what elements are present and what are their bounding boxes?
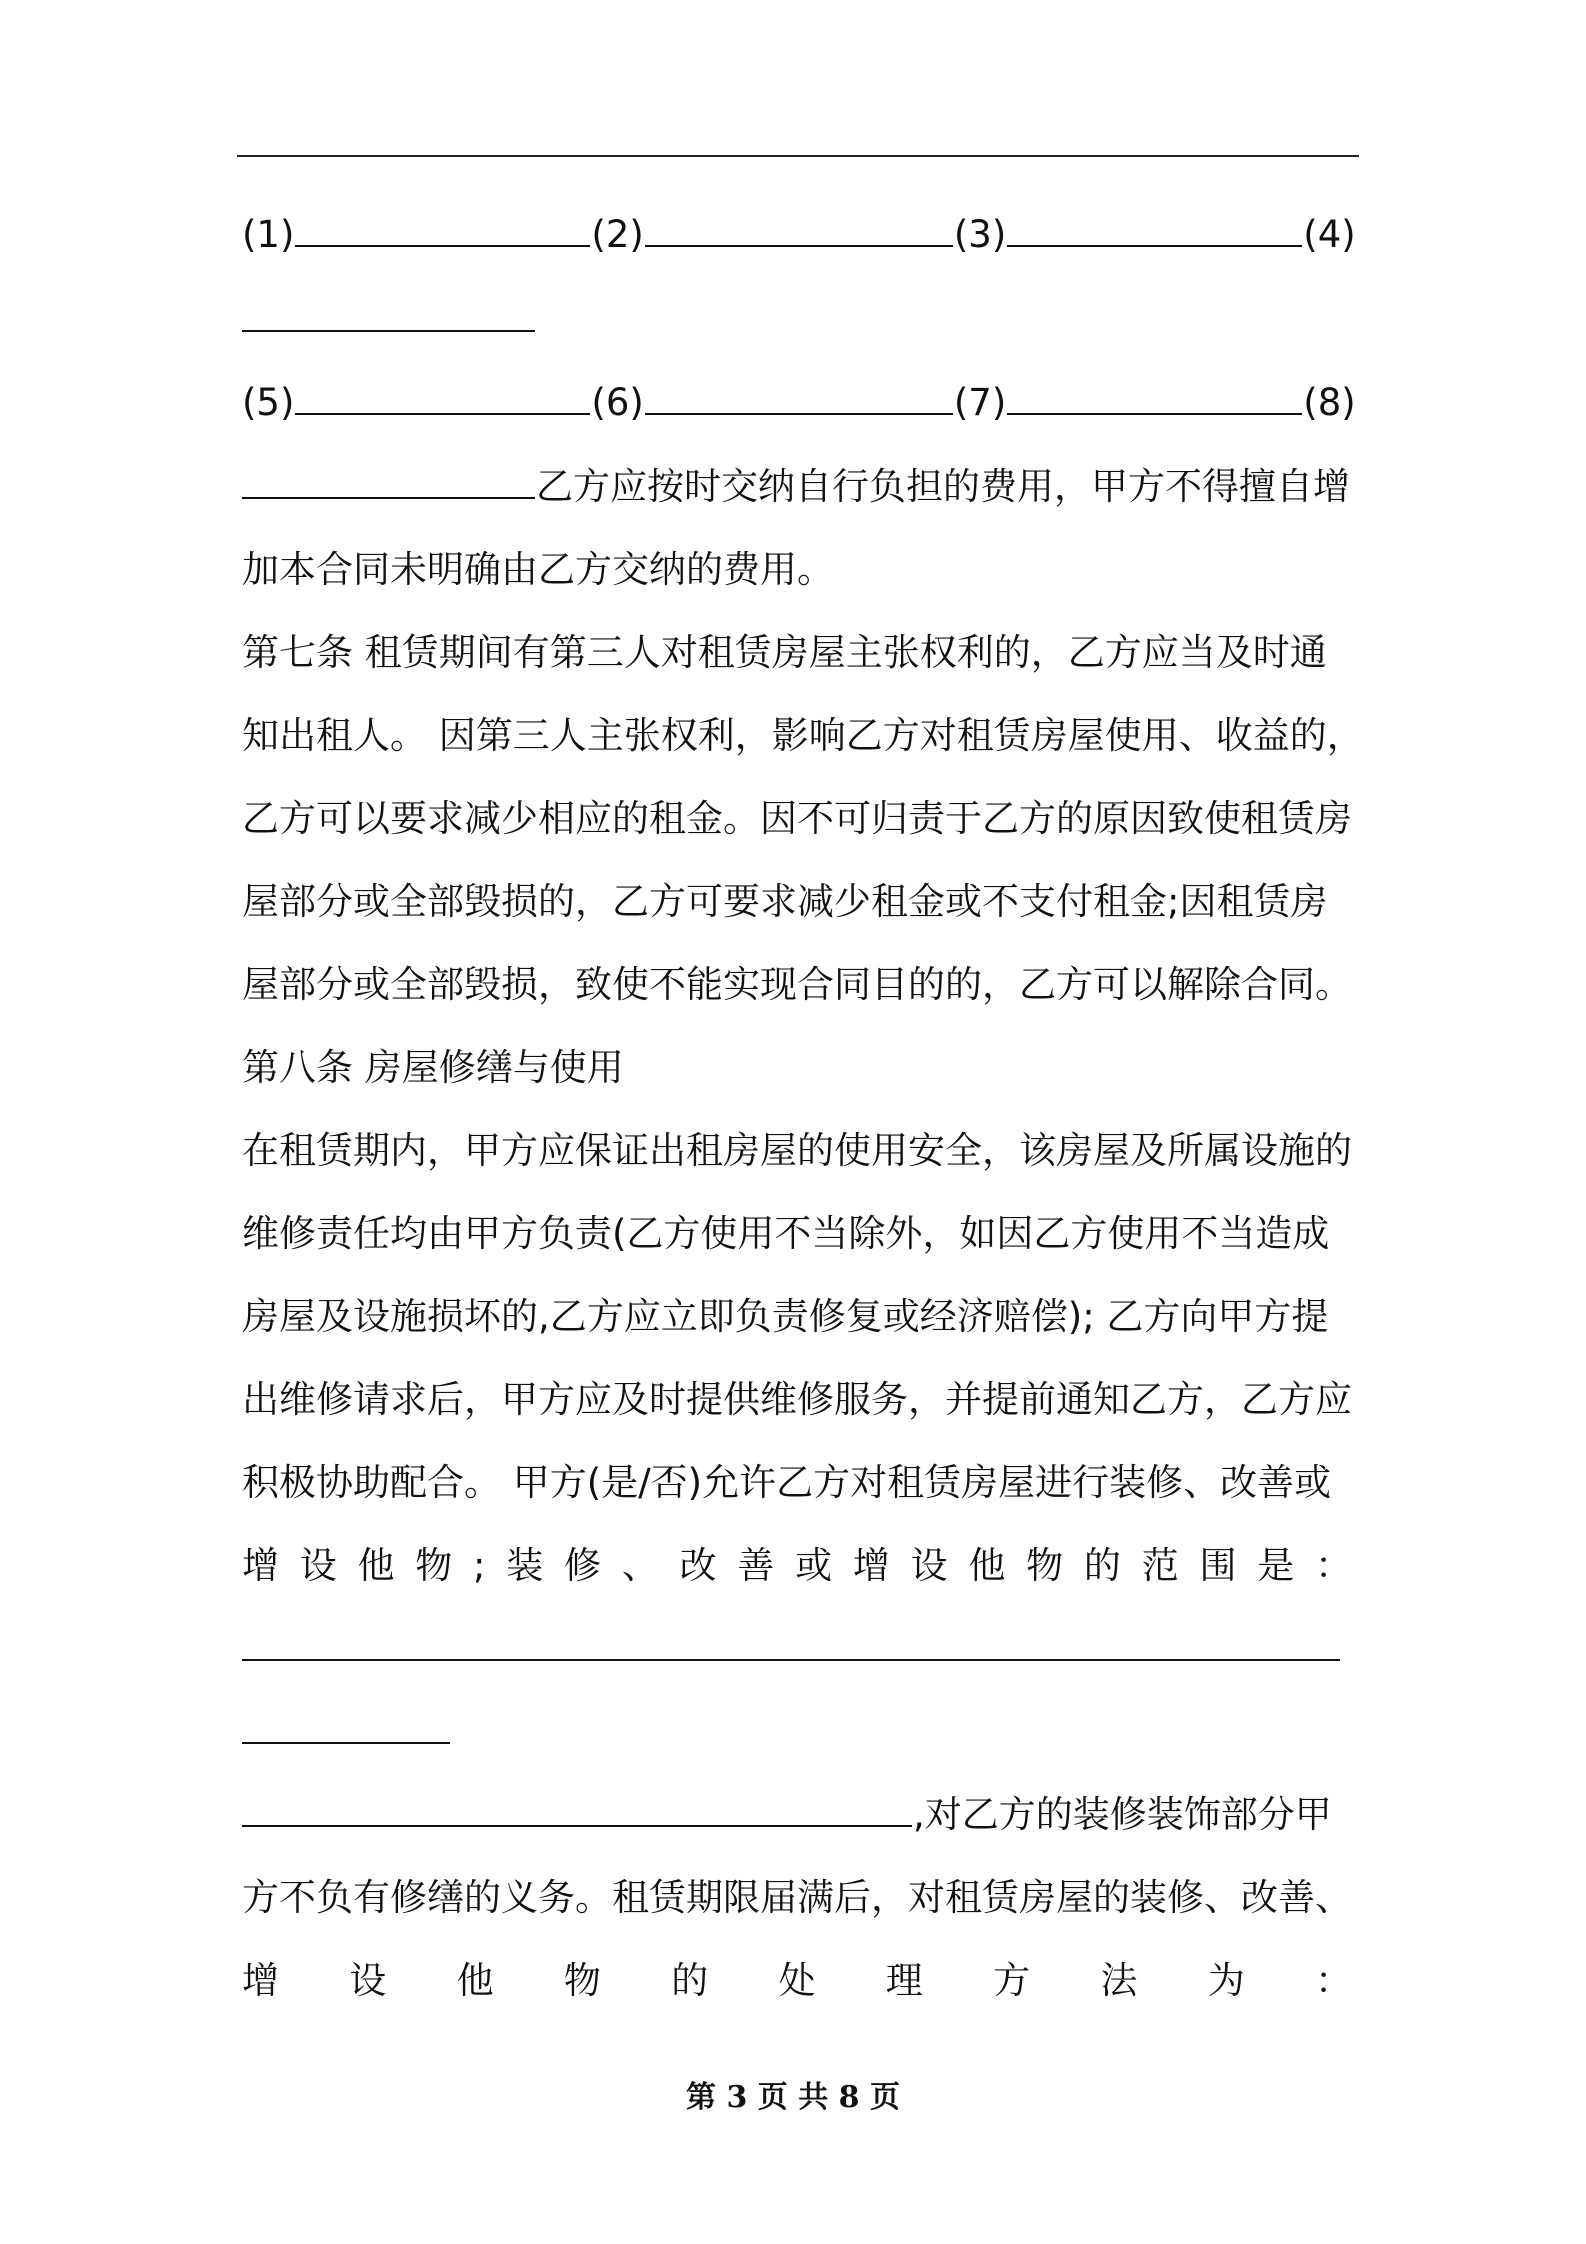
- blank-label-2: (2): [591, 213, 644, 256]
- scope-line: 增设他物;装修、改善或增设他物的范围是：: [242, 1544, 1352, 1587]
- blank-label-5: (5): [242, 381, 295, 424]
- blank-field-scope-1[interactable]: [242, 1629, 1340, 1661]
- article7-line-2: 知出租人。 因第三人主张权利，影响乙方对租赁房屋使用、收益的，: [242, 714, 1364, 757]
- blank-field-8[interactable]: [242, 467, 535, 499]
- article7-line-1: 第七条 租赁期间有第三人对租赁房屋主张权利的，乙方应当及时通: [242, 631, 1327, 674]
- long-blank-row-2: [242, 1707, 451, 1757]
- blank-field-7[interactable]: [1007, 383, 1302, 415]
- blank-field-5[interactable]: [295, 383, 590, 415]
- tenant-fees-line-2: 加本合同未明确由乙方交纳的费用。: [242, 548, 834, 591]
- handling-line: 增设他物的处理方法为：: [242, 1959, 1352, 2002]
- blank-label-6: (6): [591, 381, 644, 424]
- blank-label-4: (4): [1303, 213, 1356, 256]
- blank-field-scope-2[interactable]: [242, 1712, 450, 1744]
- blank-field-scope-3[interactable]: [242, 1795, 912, 1827]
- blank-label-8: (8): [1303, 381, 1356, 424]
- article8-line-4: 出维修请求后，甲方应及时提供维修服务，并提前通知乙方，乙方应: [242, 1378, 1352, 1421]
- article8-line-2: 维修责任均由甲方负责(乙方使用不当除外，如因乙方使用不当造成: [242, 1212, 1330, 1255]
- blank-field-1[interactable]: [295, 215, 590, 247]
- blank-field-4[interactable]: [242, 300, 535, 332]
- blanks-row-1: [242, 210, 1356, 260]
- decoration-text: ,对乙方的装修装饰部分甲: [913, 1793, 1332, 1836]
- article7-line-3: 乙方可以要求减少相应的租金。因不可归责于乙方的原因致使租赁房: [242, 797, 1352, 840]
- tenant-fees-line-1: [242, 462, 1350, 512]
- article8-line-5: 积极协助配合。 甲方(是/否)允许乙方对租赁房屋进行装修、改善或: [242, 1461, 1332, 1504]
- blank-field-6[interactable]: [645, 383, 953, 415]
- blank-label-3: (3): [953, 213, 1007, 256]
- blank-label-7: (7): [953, 381, 1007, 424]
- article8-title: 第八条 房屋修缮与使用: [242, 1046, 624, 1089]
- no-repair-line: 方不负有修缮的义务。租赁期限届满后，对租赁房屋的装修、改善、: [242, 1876, 1352, 1919]
- blanks-row-2: [242, 378, 1356, 428]
- article8-line-1: 在租赁期内，甲方应保证出租房屋的使用安全，该房屋及所属设施的: [242, 1129, 1352, 1172]
- header-rule: [237, 155, 1359, 157]
- blank-field-2[interactable]: [645, 215, 953, 247]
- blank-field-3[interactable]: [1007, 215, 1302, 247]
- blank-label-1: (1): [242, 213, 295, 256]
- article7-line-5: 屋部分或全部毁损，致使不能实现合同目的的，乙方可以解除合同。: [242, 963, 1352, 1006]
- long-blank-row-1: [242, 1624, 1341, 1674]
- tenant-fees-text-1: 乙方应按时交纳自行负担的费用，甲方不得擅自增: [536, 465, 1350, 508]
- blank-row-continuation-1: [242, 295, 536, 345]
- article7-line-4: 屋部分或全部毁损的，乙方可要求减少租金或不支付租金;因租赁房: [242, 880, 1328, 923]
- article8-line-3: 房屋及设施损坏的,乙方应立即负责修复或经济赔偿); 乙方向甲方提: [242, 1295, 1329, 1338]
- page-number: 第 3 页 共 8 页: [686, 2080, 900, 2115]
- decoration-line: [242, 1790, 1332, 1840]
